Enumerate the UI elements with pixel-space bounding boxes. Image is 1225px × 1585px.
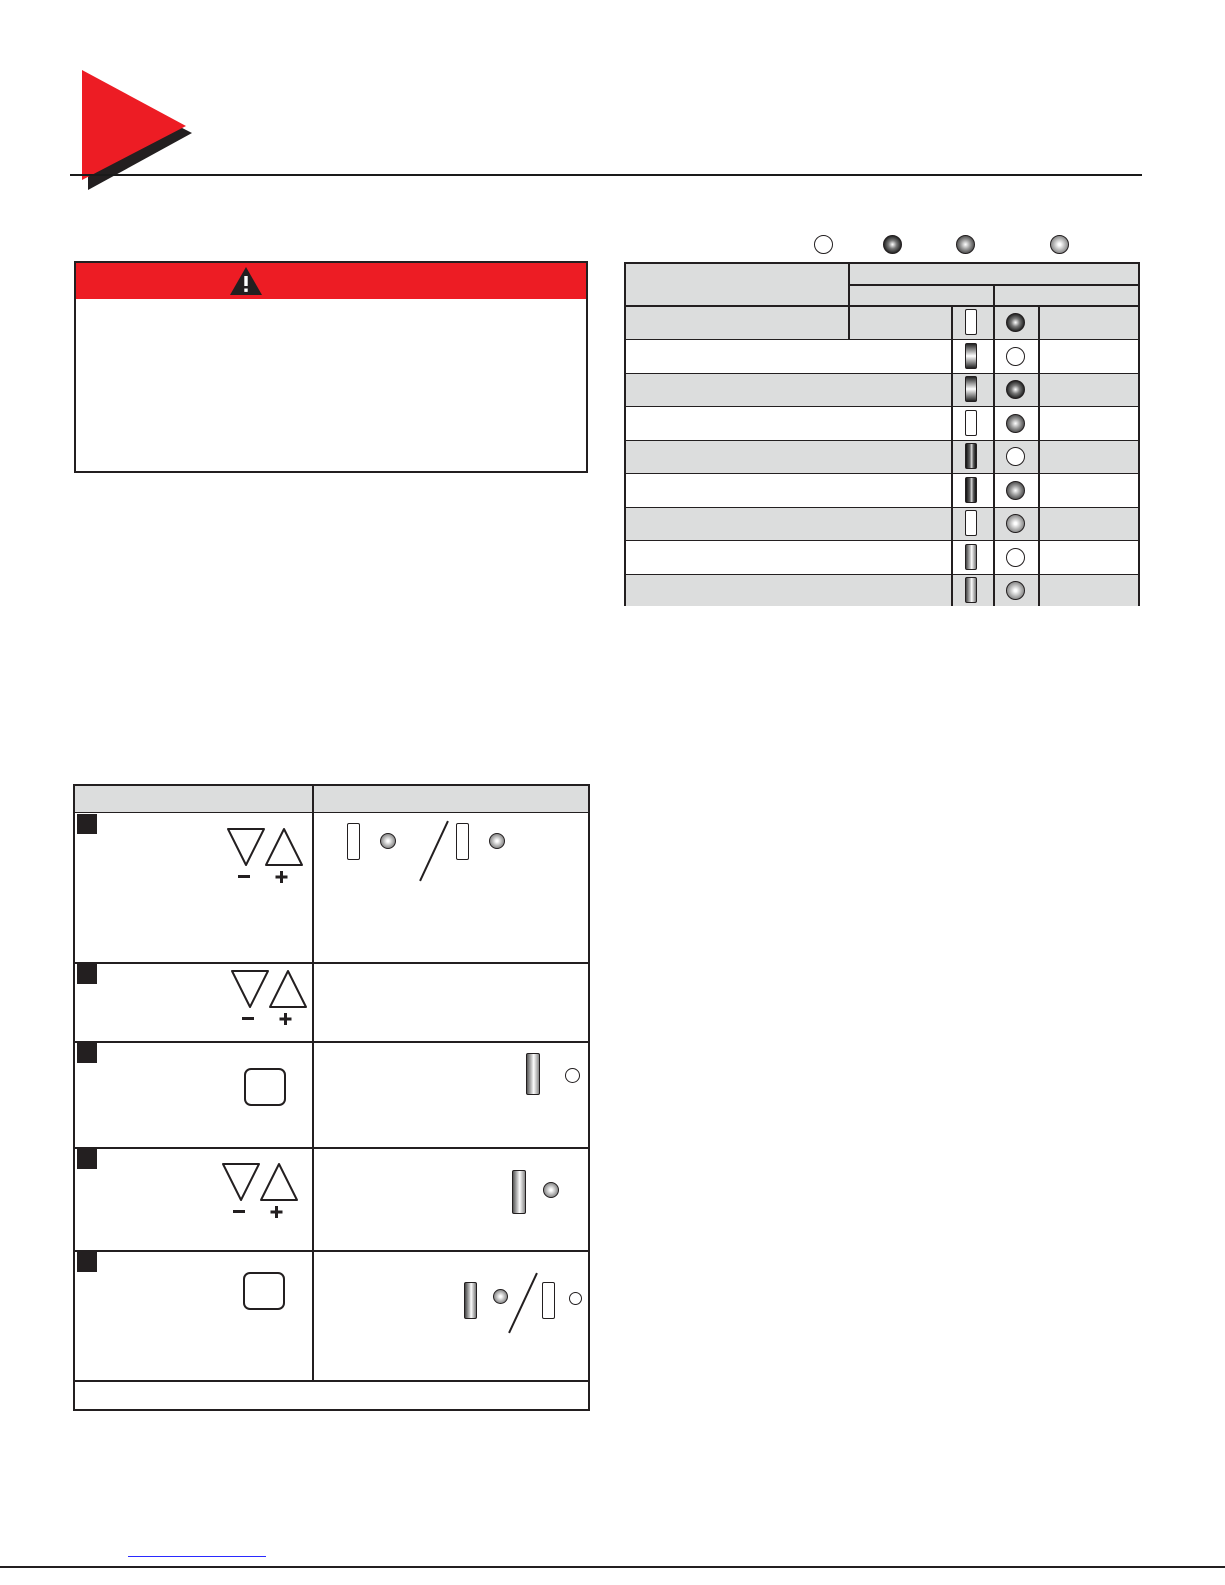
status-row [626,406,1138,440]
step-number [77,1043,97,1063]
display-led-icon [965,577,977,603]
or-divider [419,821,449,882]
status-row [626,473,1138,507]
display-led-icon [965,510,977,536]
display-led-icon [965,544,977,570]
status-led-icon [1006,447,1025,466]
status-led-icon [1006,581,1025,600]
display-led-icon [526,1053,540,1095]
status-led-icon [569,1292,582,1305]
set-key-icon [243,1272,285,1310]
footer-rule [0,1566,1225,1568]
status-row [626,540,1138,574]
legend-led-on-icon [883,235,902,254]
status-row [626,507,1138,540]
status-led-icon [1006,548,1025,567]
step-number [77,1149,97,1169]
display-led-icon [542,1282,555,1319]
status-led-icon [1006,514,1025,533]
status-led-icon [1006,347,1025,366]
status-led-icon [489,833,505,849]
legend-led-blink-icon [956,235,975,254]
display-led-icon [512,1170,526,1214]
status-led-icon [1006,414,1025,433]
minus-plus-keys-icon [220,1162,302,1224]
procedure-table [73,784,590,1411]
set-key-icon [244,1068,286,1106]
minus-plus-keys-icon [225,827,307,889]
step-number [77,1252,97,1272]
legend-led-dim-icon [1050,235,1069,254]
status-led-icon [380,833,396,849]
legend-led-off-icon [814,235,833,254]
status-led-icon [543,1182,559,1198]
display-led-icon [965,477,977,503]
step-number [77,814,97,834]
display-led-icon [456,823,469,860]
status-led-icon [1006,380,1025,399]
header-rule [70,174,1142,176]
or-divider [508,1273,538,1334]
display-led-icon [347,823,360,860]
footer-link-underline[interactable] [128,1556,266,1557]
warning-triangle-icon [229,266,263,296]
procedure-table-header [75,786,588,813]
status-led-icon [1006,481,1025,500]
minus-plus-keys-icon [229,969,311,1031]
status-row [626,306,1138,339]
warning-box [74,261,588,473]
display-led-icon [965,410,977,436]
display-led-icon [464,1282,477,1319]
display-led-icon [965,443,977,469]
warning-header [76,263,586,299]
status-row [626,440,1138,473]
status-led-icon [1006,313,1025,332]
status-led-icon [565,1068,580,1083]
step-number [77,964,97,984]
status-row [626,339,1138,373]
status-led-icon [493,1289,508,1304]
display-led-icon [965,343,977,369]
status-row [626,574,1138,606]
display-led-icon [965,376,977,402]
display-led-icon [965,309,977,335]
status-table [624,262,1140,606]
status-row [626,373,1138,406]
